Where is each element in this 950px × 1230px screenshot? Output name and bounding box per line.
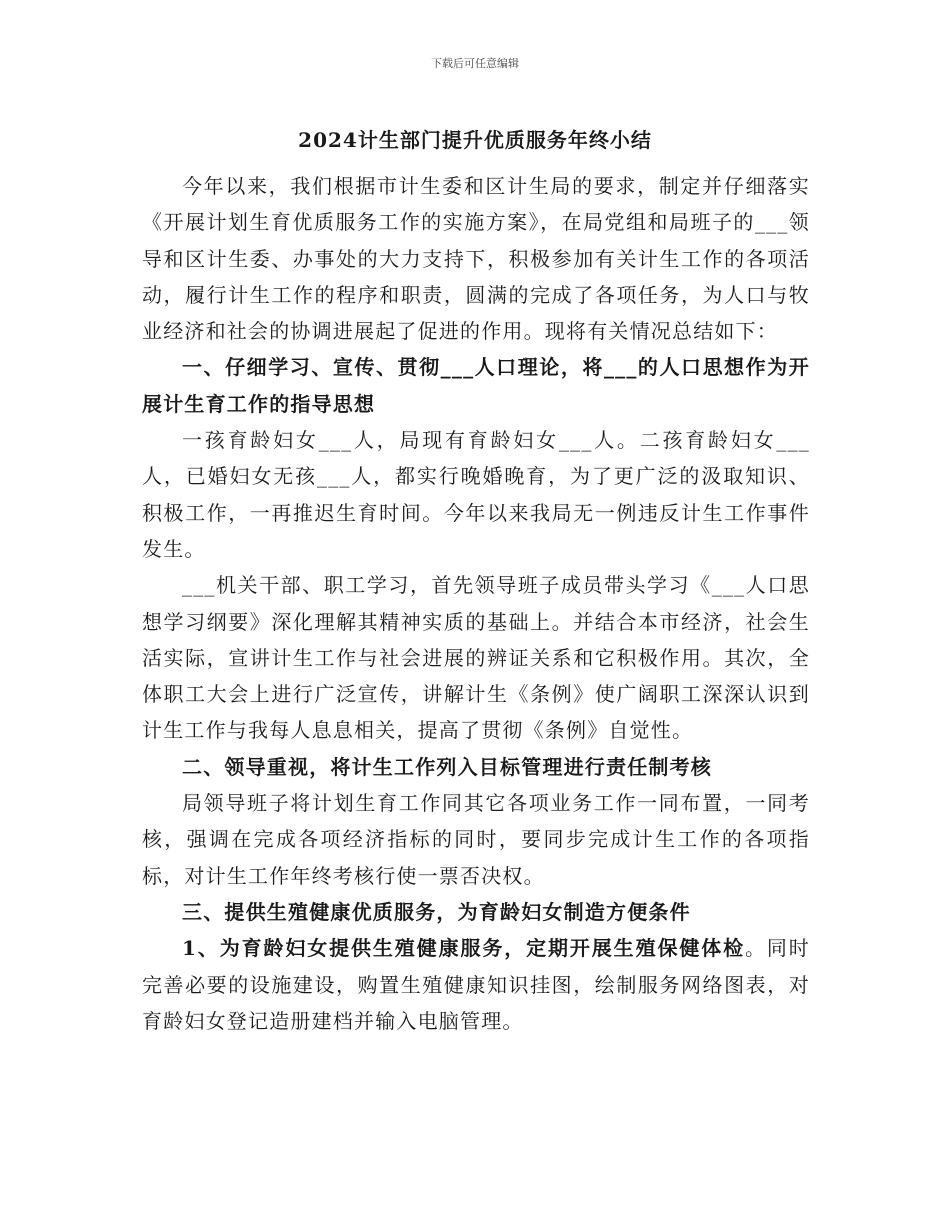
paragraph-study: ___机关干部、职工学习，首先领导班子成员带头学习《___人口思想学习纲要》深化理解其精神实质的基础上。并结合本市经济，社会生活实际，宣讲计生工作与社会进展的辨证关系和它积极作用。其次，全体职工大会上进行广泛宣传，讲解计生《条例》使广阔职工深深认识到计生工作与我每人息息相关，提高了贯彻《条例》自觉性。 xyxy=(142,573,810,743)
paragraph-health-service xyxy=(142,930,810,1039)
paragraph-women-stats: 一孩育龄妇女___人，局现有育龄妇女___人。二孩育龄妇女___人，已婚妇女无孩___人，都实行晚婚晚育，为了更广泛的汲取知识、积极工作，一再推迟生育时间。今年以来我局无一例违反计生工作事件发生。 xyxy=(142,428,810,561)
section-heading-1: 一、仔细学习、宣传、贯彻___人口理论，将___的人口思想作为开展计生育工作的指导思想 xyxy=(142,355,810,416)
document-title: 2024计生部门提升优质服务年终小结 xyxy=(298,128,652,152)
document-body xyxy=(142,168,810,1039)
section-heading-2: 二、领导重视，将计生工作列入目标管理进行责任制考核 xyxy=(182,754,712,779)
header-note: 下载后可任意编辑 xyxy=(431,57,519,70)
paragraph-intro: 今年以来，我们根据市计生委和区计生局的要求，制定并仔细落实《开展计划生育优质服务工作的实施方案》，在局党组和局班子的___领导和区计生委、办事处的大力支持下，积极参加有关计生工作的各项活动，履行计生工作的程序和职责，圆满的完成了各项任务，为人口与牧业经济和社会的协调进展起了促进的作用。现将有关情况总结如下： xyxy=(142,174,810,344)
paragraph-health-service-rest: 。同时完善必要的设施建设，购置生殖健康知识挂图，绘制服务网络图表，对育龄妇女登记造册建档并输入电脑管理。 xyxy=(142,936,810,1033)
paragraph-assessment: 局领导班子将计划生育工作同其它各项业务工作一同布置，一同考核，强调在完成各项经济指标的同时，要同步完成计生工作的各项指标，对计生工作年终考核行使一票否决权。 xyxy=(142,791,810,888)
paragraph-health-service-lead: 1、为育龄妇女提供生殖健康服务，定期开展生殖保健体检 xyxy=(182,936,746,961)
section-heading-3: 三、提供生殖健康优质服务，为育龄妇女制造方便条件 xyxy=(182,899,691,924)
